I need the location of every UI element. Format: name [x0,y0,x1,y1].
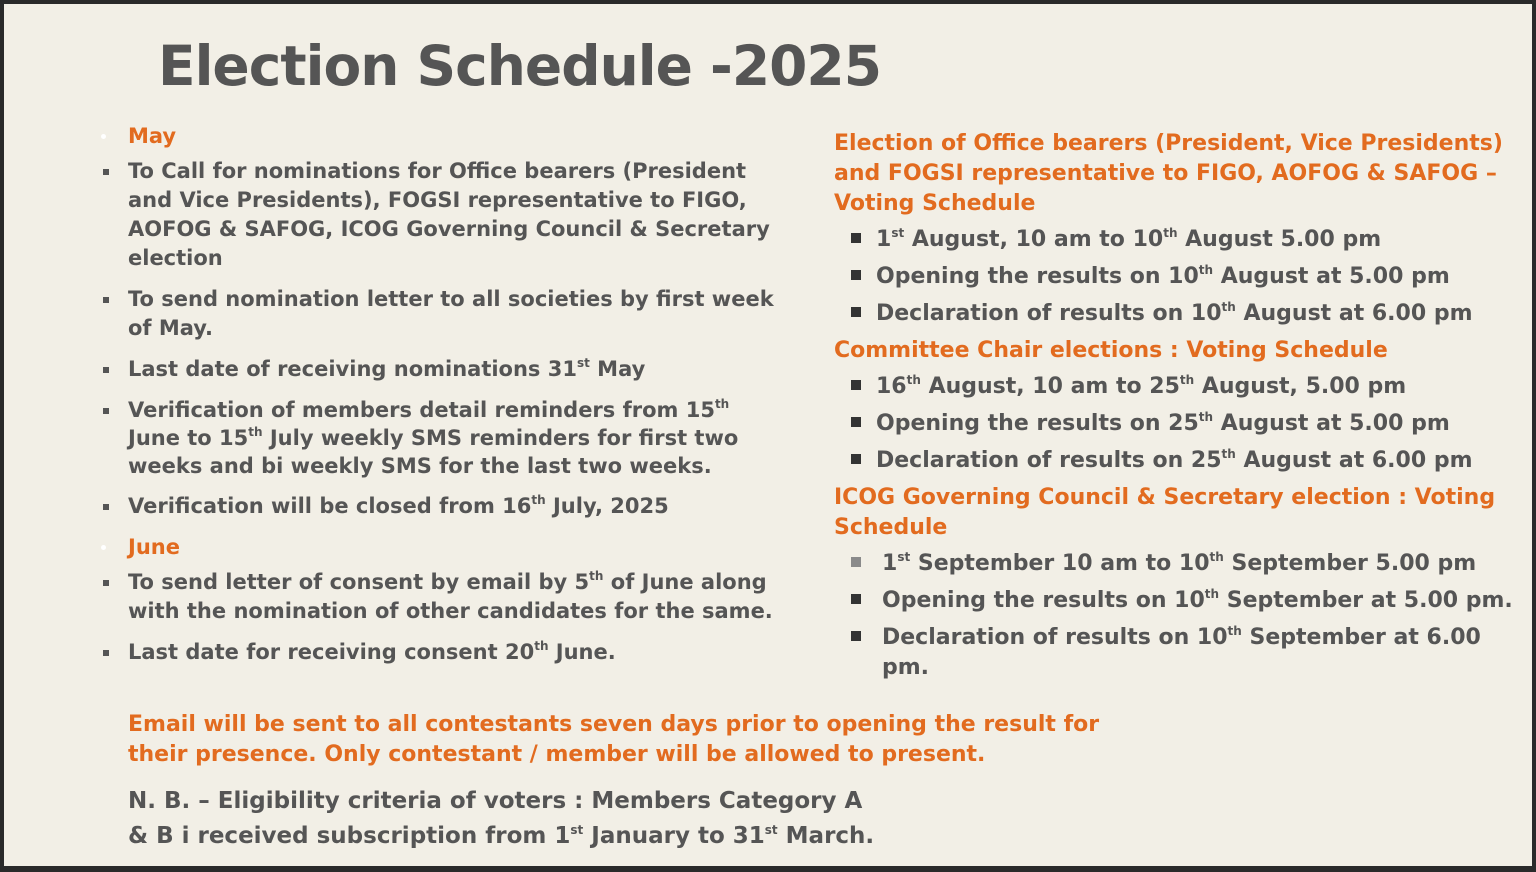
list-item: To send letter of consent by email by 5th of June along with the nomination of other candidates for the same. [100,568,780,626]
list-item: 1st September 10 am to 10th September 5.00 pm [834,549,1524,579]
list-item: 16th August, 10 am to 25th August, 5.00 pm [834,372,1524,402]
list-item: Verification will be closed from 16th July, 2025 [100,492,780,521]
page-title: Election Schedule -2025 [158,34,881,98]
slide [4,4,1532,866]
list-item: Last date for receiving consent 20th June. [100,638,780,667]
email-note: Email will be sent to all contestants seven days prior to opening the result for their presence. Only contestant / member will be allowed to present. [128,712,1100,767]
section-heading-committee-chair: Committee Chair elections : Voting Schedule [834,338,1388,363]
month-label-may: May [100,122,780,151]
list-item: Last date of receiving nominations 31st May [100,355,780,384]
section-heading-office-bearers: Election of Office bearers (President, Vice Presidents) and FOGSI representative to FIGO, AOFOG & SAFOG – Voting Schedule [834,131,1503,216]
right-column [834,129,1524,690]
list-item: Opening the results on 10th September at 5.00 pm. [834,586,1524,616]
list-item: Declaration of results on 10th September at 6.00 pm. [834,623,1524,683]
list-item: Verification of members detail reminders from 15th June to 15th July weekly SMS reminders for first two weeks and bi weekly SMS for the last two weeks. [100,396,780,480]
section-heading-icog: ICOG Governing Council & Secretary election : Voting Schedule [834,485,1496,540]
eligibility-note: N. B. – Eligibility criteria of voters : Members Category A & B i received subscription from 1st January to 31st March. [128,788,875,849]
left-column [100,122,780,679]
list-item: Opening the results on 25th August at 5.00 pm [834,409,1524,439]
list-item: Declaration of results on 25th August at 6.00 pm [834,446,1524,476]
list-item: Opening the results on 10th August at 5.00 pm [834,262,1524,292]
list-item: 1st August, 10 am to 10th August 5.00 pm [834,225,1524,255]
list-item: Declaration of results on 10th August at 6.00 pm [834,299,1524,329]
month-label-june: June [100,533,780,562]
list-item: To send nomination letter to all societies by first week of May. [100,285,780,343]
list-item: To Call for nominations for Office bearers (President and Vice Presidents), FOGSI representative to FIGO, AOFOG & SAFOG, ICOG Governing Council & Secretary election [100,157,780,273]
